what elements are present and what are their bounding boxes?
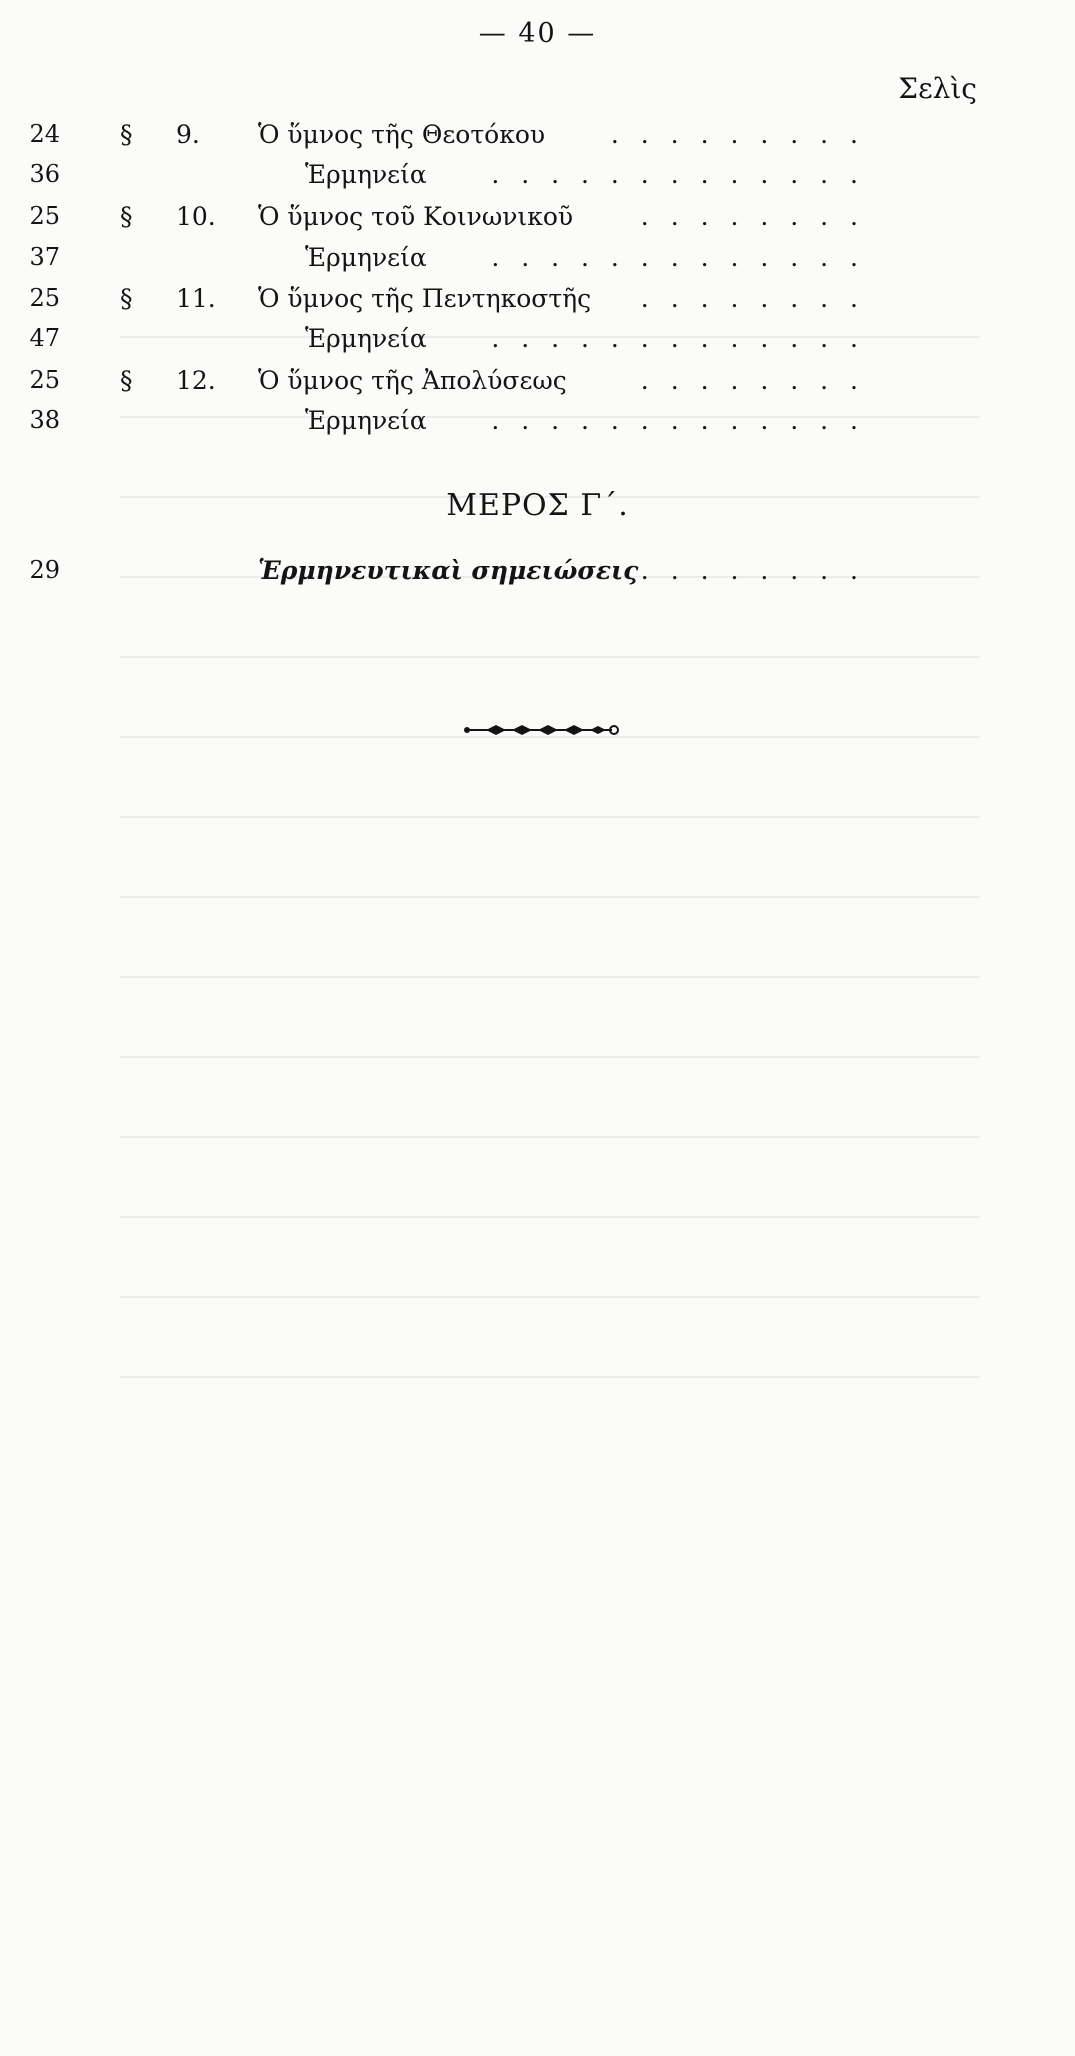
section-sign: §: [120, 120, 133, 149]
entry-number: 12.: [176, 366, 216, 395]
entry-title: Ὁ ὕμνος τῆς Πεντηκοστῆς: [258, 284, 592, 313]
column-header-page: Σελὶς: [898, 72, 977, 105]
toc-entry: [0, 120, 1075, 156]
entry-page: 25: [29, 284, 60, 312]
entry-page: 25: [29, 366, 60, 394]
entry-page: 47: [29, 324, 60, 352]
toc-entry: [0, 366, 1075, 402]
entry-page: 38: [29, 406, 60, 434]
entry-title: Ὁ ὕμνος τοῦ Κοινωνικοῦ: [258, 202, 574, 231]
leader-dots: . . . . . . . . . . . . .: [491, 324, 865, 353]
section-sign: §: [120, 202, 133, 231]
leader-dots: . . . . . . . . . . . . .: [491, 406, 865, 435]
toc-part-entry: [0, 556, 1075, 592]
toc-entry: [0, 284, 1075, 320]
toc-subentry: [0, 324, 1075, 360]
entry-page: 24: [29, 120, 60, 148]
toc-subentry: [0, 406, 1075, 442]
entry-number: 10.: [176, 202, 216, 231]
leader-dots: . . . . . . . . . . . . .: [491, 243, 865, 272]
subentry-title: Ἑρμηνεία: [305, 324, 427, 353]
entry-number: 9.: [176, 120, 200, 149]
section-sign: §: [120, 284, 133, 313]
leader-dots: . . . . . . . . .: [610, 120, 865, 149]
ornament-divider-icon: [462, 722, 622, 738]
leader-dots: . . . . . . . .: [640, 556, 865, 585]
leader-dots: . . . . . . . .: [640, 366, 865, 395]
subentry-title: Ἑρμηνεία: [305, 160, 427, 189]
toc-subentry: [0, 160, 1075, 196]
page-number: — 40 —: [478, 18, 597, 49]
entry-title: Ὁ ὕμνος τῆς Θεοτόκου: [258, 120, 546, 149]
leader-dots: . . . . . . . . . . . . .: [491, 160, 865, 189]
subentry-title: Ἑρμηνεία: [305, 406, 427, 435]
section-sign: §: [120, 366, 133, 395]
entry-number: 11.: [176, 284, 216, 313]
leader-dots: . . . . . . . .: [640, 202, 865, 231]
entry-page: 37: [29, 243, 60, 271]
entry-page: 25: [29, 202, 60, 230]
toc-subentry: [0, 243, 1075, 279]
entry-page: 36: [29, 160, 60, 188]
entry-title: Ὁ ὕμνος τῆς Ἀπολύσεως: [258, 366, 567, 395]
toc-entry: [0, 202, 1075, 238]
part-entry-title: Ἑρμηνευτικαὶ σημειώσεις: [258, 556, 639, 585]
entry-page: 29: [29, 556, 60, 584]
leader-dots: . . . . . . . .: [640, 284, 865, 313]
part-heading: ΜΕΡΟΣ Γ΄.: [446, 488, 629, 523]
subentry-title: Ἑρμηνεία: [305, 243, 427, 272]
bleed-through-shadow: [120, 300, 980, 1400]
